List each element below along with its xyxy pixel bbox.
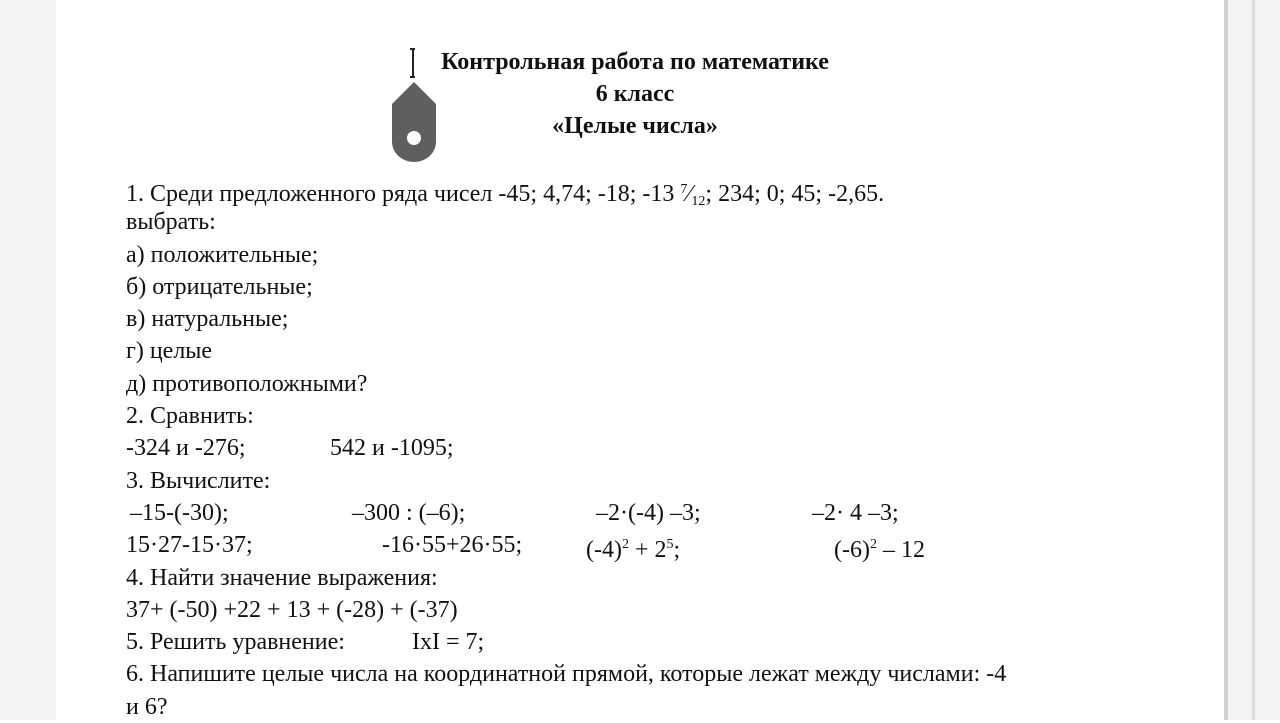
text-cursor-icon	[410, 48, 415, 78]
q1-line	[126, 174, 1006, 209]
q2-a: -324 и -276;	[126, 435, 246, 462]
q1-item-b: б) отрицательные;	[126, 273, 313, 300]
q5-row	[126, 626, 1006, 658]
q1-item-a: а) положительные;	[126, 241, 319, 268]
q3-title: 3. Вычислите:	[126, 467, 271, 494]
q3-expr-2: –300 : (–6);	[352, 499, 466, 526]
q1-text-end: ; 234; 0; 45; -2,65.	[705, 181, 885, 207]
q4-title: 4. Найти значение выражения:	[126, 564, 438, 591]
q5-eq: IxI = 7;	[412, 629, 485, 656]
q3-expr-6: -16·55+26·55;	[382, 532, 523, 559]
q4-expr: 37+ (-50) +22 + 13 + (-28) + (-37)	[126, 596, 458, 623]
q5-title: 5. Решить уравнение:	[126, 629, 345, 656]
q1-item-d: г) целые	[126, 338, 213, 365]
q3-expr-8: $(-6)^2 - 12$	[834, 537, 925, 564]
q1-item-e: д) противоположными?	[126, 370, 368, 397]
q2-row	[126, 432, 1006, 464]
q6-line-2: и 6?	[126, 693, 168, 720]
q3-row-2	[126, 529, 1006, 564]
selection-handle-icon[interactable]	[390, 80, 438, 162]
q3-expr-4: –2· 4 –3;	[812, 499, 899, 526]
document-title	[0, 46, 1270, 142]
document-body	[126, 174, 1006, 723]
q1-item-c: в) натуральные;	[126, 306, 289, 333]
q3-row-1	[126, 497, 1006, 529]
title-line-2: 6 класс	[595, 81, 675, 107]
q6-line-1: 6. Напишите целые числа на координатной прямой, которые лежат между числами: -4	[126, 661, 1007, 688]
q2-b: 542 и -1095;	[330, 435, 454, 462]
title-line-1: Контрольная работа по математике	[441, 49, 829, 75]
q3-expr-5: 15·27-15·37;	[126, 532, 253, 559]
q1-fraction: $^7⁄_{12}$	[680, 181, 706, 209]
q3-expr-3: –2·(-4) –3;	[596, 499, 701, 526]
q1-text: 1. Среди предложенного ряда чисел -45; 4,74; -18; -13	[126, 181, 681, 207]
q3-expr-7: $(-4)^2 + 2^5$;	[586, 537, 681, 564]
q3-expr-1: –15-(-30);	[130, 499, 229, 526]
title-line-3: «Целые числа»	[552, 113, 718, 139]
q2-title: 2. Сравнить:	[126, 403, 254, 430]
q1-line-2: выбрать:	[126, 209, 216, 236]
